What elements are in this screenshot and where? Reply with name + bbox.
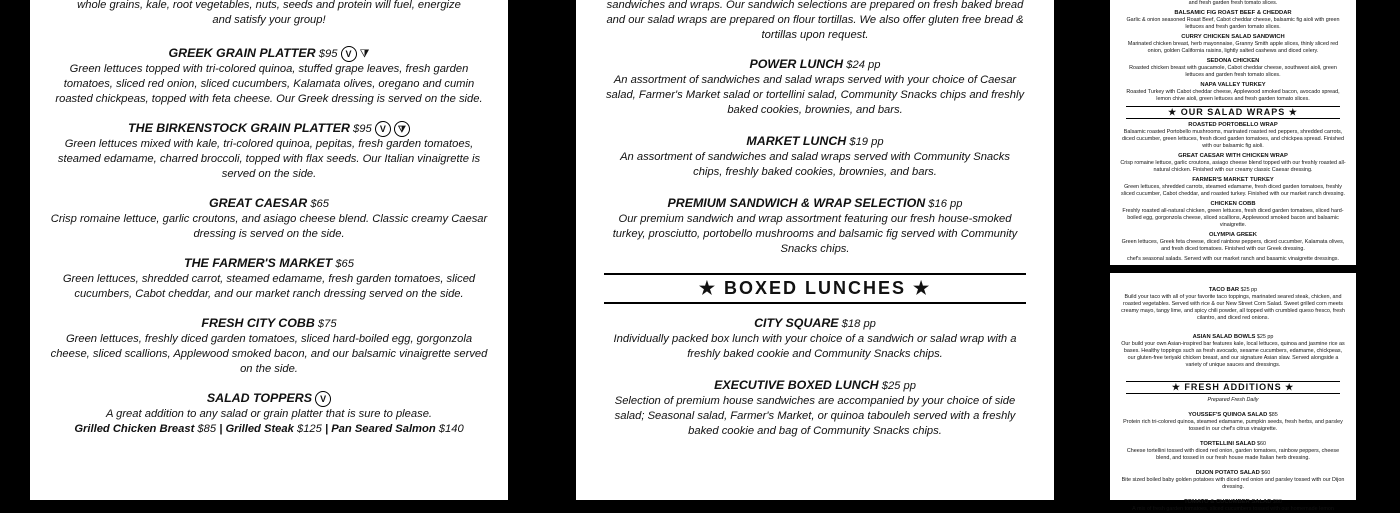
menu-item-caesar — [30, 196, 508, 242]
addition-item — [1110, 412, 1356, 433]
item-description: Garlic & onion seasoned Roast Beef, Cabot cheddar cheese, balsamic fig aioli with green lettuces and fresh garden tomato slices. — [1126, 17, 1340, 30]
item-name: CURRY CHICKEN SALAD SANDWICH — [1181, 34, 1285, 40]
menu-item-greek — [30, 46, 508, 107]
gluten-free-icon: ⧩ — [359, 47, 370, 60]
menu-item-toppers — [30, 391, 508, 437]
item-name: EXECUTIVE BOXED LUNCH — [714, 378, 879, 392]
sandwich-item — [1110, 34, 1356, 55]
item-description: Crisp romaine lettuce, garlic croutons, and asiago cheese blend. Classic creamy Caesar dressing is served on the side. — [50, 213, 488, 241]
vegan-icon: ⧩ — [394, 121, 410, 137]
wraps-tail: chef's seasonal salads. Served with our market ranch and basamic vinaigrette dressings. — [1127, 256, 1339, 262]
item-price: $16 pp — [928, 198, 963, 210]
item-description: Individually packed box lunch with your choice of a sandwich or salad wrap with a freshly baked cookie and Community Snacks chips. — [613, 333, 1017, 360]
item-price: $25 pp — [1256, 334, 1274, 340]
wrap-item — [1110, 201, 1356, 229]
item-description: Bite sized boiled baby golden potatoes with diced red onion and parsley tossed with our Dijon dressing. — [1121, 477, 1345, 490]
item-name: CITY SQUARE — [754, 316, 839, 330]
item-name: OLYMPIA GREEK — [1209, 232, 1257, 238]
sandwich-item — [1110, 82, 1356, 103]
item-description: Selection of premium house sandwiches are accompanied by your choice of side salad; Seasonal salad, Farmer's Market, or quinoa tabouleh served with a freshly baked cookie and bag of Community Snacks chips. — [614, 395, 1016, 437]
bar-item — [1110, 334, 1356, 369]
menu-item-premium-sandwich — [576, 196, 1054, 257]
item-price: $60 — [1257, 441, 1267, 447]
item-price: $25 pp — [881, 380, 916, 392]
menu-item-market-lunch — [576, 134, 1054, 180]
item-name: GREEK GRAIN PLATTER — [168, 46, 316, 60]
item-name: PREMIUM SANDWICH & WRAP SELECTION — [667, 196, 926, 210]
addition-item — [1110, 499, 1356, 513]
item-description: A great addition to any salad or grain platter that is sure to please. — [105, 408, 433, 421]
fresh-additions-banner: ★ FRESH ADDITIONS ★ — [1126, 381, 1340, 394]
item-price: $95 — [353, 123, 372, 136]
sandwich-item — [1110, 10, 1356, 31]
wrap-item — [1110, 122, 1356, 150]
item-description: Green lettuces, shredded carrot, steamed edamame, fresh garden tomatoes, sliced cucumbers, Cabot cheddar, and our market ranch dressing served on the side. — [62, 273, 476, 301]
item-description: Roasted Turkey with Cabot cheddar cheese, Applewood smoked bacon, avocado spread, lemon chive aioli, green lettuces and fresh garden tomato slices. — [1126, 89, 1340, 102]
item-price: $24 pp — [846, 59, 881, 71]
sandwich-item — [1110, 0, 1356, 7]
lunches-panel — [576, 0, 1054, 500]
topper-salmon-price: $140 — [438, 423, 464, 436]
item-description: Cheese tortellini tossed with diced red onion, garden tomatoes, rainbow peppers, cheese blend, and tossed in our fresh house made Italian herb dressing. — [1126, 448, 1340, 461]
item-name: ROASTED PORTOBELLO WRAP — [1188, 122, 1278, 128]
item-description: Marinated chicken breast, herb mayonnaise, Granny Smith apple slices, thinly sliced red onion, golden California raisins, lightly salted cashews and diced celery. — [1127, 41, 1339, 54]
item-name: SALAD TOPPERS — [206, 391, 312, 406]
additions-subtitle: Prepared Fresh Daily — [1207, 397, 1259, 403]
item-price: $60 — [1272, 499, 1282, 505]
vegetarian-icon: V — [341, 46, 357, 62]
toppers-list: Grilled Chicken Breast $85 | Grilled Steak $125 | Pan Seared Salmon $140 — [74, 423, 464, 436]
topper-steak-price: $125 — [296, 423, 322, 436]
item-description: An assortment of sandwiches and salad wraps served with your choice of Caesar salad, Farmer's Market salad or tortellini salad, Community Snacks chips and freshly baked cookies, brownies, and bars. — [605, 74, 1025, 116]
topper-salmon: Pan Seared Salmon — [331, 423, 436, 436]
sandwich-item — [1110, 58, 1356, 79]
item-name: NAPA VALLEY TURKEY — [1200, 82, 1266, 88]
menu-item-executive-boxed — [576, 378, 1054, 439]
addition-item — [1110, 470, 1356, 491]
item-description: An assortment of sandwiches and salad wraps served with Community Snacks chips, freshly baked cookies, brownies, and bars. — [620, 151, 1010, 178]
item-description: Green lettuces, Greek feta cheese, diced rainbow peppers, diced cucumber, Kalamata olives, and fresh diced tomatoes. Finished with our Greek dressing. — [1121, 239, 1345, 252]
item-name: SEDONA CHICKEN — [1206, 58, 1260, 64]
item-name: POWER LUNCH — [749, 57, 844, 71]
item-price: $95 — [318, 48, 338, 60]
item-name: TACO BAR — [1208, 287, 1240, 293]
item-description: Green lettuces topped with tri-colored quinoa, stuffed grape leaves, fresh garden tomatoes, sliced red onion, sliced cucumbers, Kalamata olives, oregano and cumin roasted chickpeas, topped with feta cheese. Our Greek dressing is served on the side. — [55, 63, 483, 106]
item-price: $85 — [1268, 412, 1278, 418]
item-description: Crisp romaine lettuce, garlic croutons, asiago cheese blend topped with our freshly roasted all-natural chicken. Finished with our creamy classic Caesar dressing. — [1120, 160, 1346, 173]
menu-item-farmers-market — [30, 256, 508, 302]
item-name: THE BIRKENSTOCK GRAIN PLATTER — [128, 121, 350, 136]
item-description: Roasted chicken breast with guacamole, Cabot cheddar cheese, southwest aioli, green lettuces and garden fresh tomato slices. — [1129, 65, 1337, 78]
item-price: $65 — [310, 198, 329, 211]
topper-chicken: Grilled Chicken Breast — [74, 423, 195, 436]
item-description: A mix of fresh garden tomatoes, sliced cucumbers tossed with our homemade lemon — [1132, 506, 1334, 512]
menu-item-city-square — [576, 316, 1054, 362]
item-price: $60 — [1261, 470, 1271, 476]
wrap-item — [1110, 177, 1356, 198]
item-name: DIJON POTATO SALAD — [1195, 470, 1260, 476]
item-name: TOMATO & CUCUMBER SALAD — [1184, 499, 1272, 505]
item-name: YOUSSEF'S QUINOA SALAD — [1188, 412, 1268, 418]
vegetarian-icon: V — [315, 391, 331, 407]
item-name: THE FARMER'S MARKET — [184, 256, 333, 271]
item-price: $18 pp — [841, 318, 876, 330]
item-description: Our premium sandwich and wrap assortment featuring our fresh house-smoked turkey, prosciutto, portobello mushrooms and balsamic fig served with Community Snacks chips. — [612, 213, 1018, 255]
boxed-lunches-banner: ★ BOXED LUNCHES ★ — [604, 273, 1026, 304]
item-description: and fresh garden fresh tomato slices. — [1188, 0, 1278, 6]
item-price: $65 — [335, 258, 354, 271]
item-name: MARKET LUNCH — [746, 134, 847, 148]
item-name: GREAT CAESAR — [209, 196, 308, 211]
item-name: FARMER'S MARKET TURKEY — [1192, 177, 1274, 183]
item-name: FRESH CITY COBB — [201, 316, 315, 331]
item-name: GREAT CAESAR WITH CHICKEN WRAP — [1178, 153, 1288, 159]
item-name: CHICKEN COBB — [1210, 201, 1256, 207]
item-description: Our build your own Asian-inspired bar features kale, local lettuces, quinoa and jasmine rice as bases. Healthy toppings such as fresh avocado, sesame cucumbers, edamame, chickpeas, our gluten-free teriyaki chicken breast, and our signature Asian slaw. Served alongside a variety of unique sauces and dressings. — [1121, 341, 1345, 368]
item-price: $19 pp — [849, 136, 884, 148]
item-name: ASIAN SALAD BOWLS — [1192, 334, 1256, 340]
topper-steak: Grilled Steak — [225, 423, 294, 436]
item-price: $25 pp — [1240, 287, 1258, 293]
page-divider — [1109, 265, 1357, 273]
menu-item-cobb — [30, 316, 508, 377]
item-description: Green lettuces mixed with kale, tri-colored quinoa, pepitas, fresh garden tomatoes, steamed edamame, charred broccoli, topped with flax seeds. Our Italian vinaigrette is served on the side. — [57, 138, 481, 181]
bar-item — [1110, 287, 1356, 322]
item-name: BALSAMIC FIG ROAST BEEF & CHEDDAR — [1174, 10, 1292, 16]
addition-item — [1110, 441, 1356, 462]
item-description: Build your taco with all of your favorite taco toppings, marinated seared steak, chicken, and roasted vegetables. Served with rice & our New Street Corn Salad. Sweet grilled corn meets creamy mayo, tangy lime, and spicy chili powder, all topped with crumbled queso fresco, fresh cilantro, and diced red onions. — [1121, 294, 1345, 321]
panel2-intro: sandwiches and wraps. Our sandwich selections are prepared on fresh baked bread and our salad wraps are prepared on flour tortillas. We also offer gluten free bread & tortillas upon request. — [606, 0, 1024, 41]
topper-chicken-price: $85 — [197, 423, 217, 436]
item-name: TORTELLINI SALAD — [1199, 441, 1256, 447]
item-price: $75 — [317, 318, 337, 331]
vegetarian-icon: V — [375, 121, 391, 137]
wraps-panel — [1110, 0, 1356, 512]
salads-panel — [30, 0, 508, 500]
item-description: Green lettuces, shredded carrots, steamed edamame, fresh diced garden tomatoes, freshly sliced cucumber, Cabot cheddar, and roasted turkey. Finished with our market ranch dressing. — [1120, 184, 1346, 197]
wrap-item — [1110, 232, 1356, 253]
item-description: Balsamic roasted Portobello mushrooms, marinated roasted red peppers, shredded carrots, diced cucumber, green lettuces, fresh diced garden tomatoes, and chickpea spread. Finished with our balsamic fig aioli. — [1121, 129, 1345, 149]
salad-wraps-banner: ★ OUR SALAD WRAPS ★ — [1126, 106, 1340, 119]
item-description: Freshly roasted all-natural chicken, green lettuces, fresh diced garden tomatoes, sliced hard-boiled egg, gorgonzola cheese, sliced scallions, Applewood smoked bacon and balsamic vinaigrette. — [1122, 208, 1344, 228]
wrap-item — [1110, 153, 1356, 174]
item-description: Protein rich tri-colored quinoa, steamed edamame, pumpkin seeds, fresh herbs, and parsley tossed in our chef's citrus vinaigrette. — [1123, 419, 1343, 432]
menu-item-birkenstock — [30, 121, 508, 182]
item-description: Green lettuces, freshly diced garden tomatoes, sliced hard-boiled egg, gorgonzola cheese, sliced scallions, Applewood smoked bacon, and our balsamic vinaigrette served on the side. — [50, 333, 488, 376]
menu-item-power-lunch — [576, 57, 1054, 118]
panel1-intro: whole grains, kale, root vegetables, nuts, seeds and protein will fuel, energize and satisfy your group! — [77, 0, 461, 26]
